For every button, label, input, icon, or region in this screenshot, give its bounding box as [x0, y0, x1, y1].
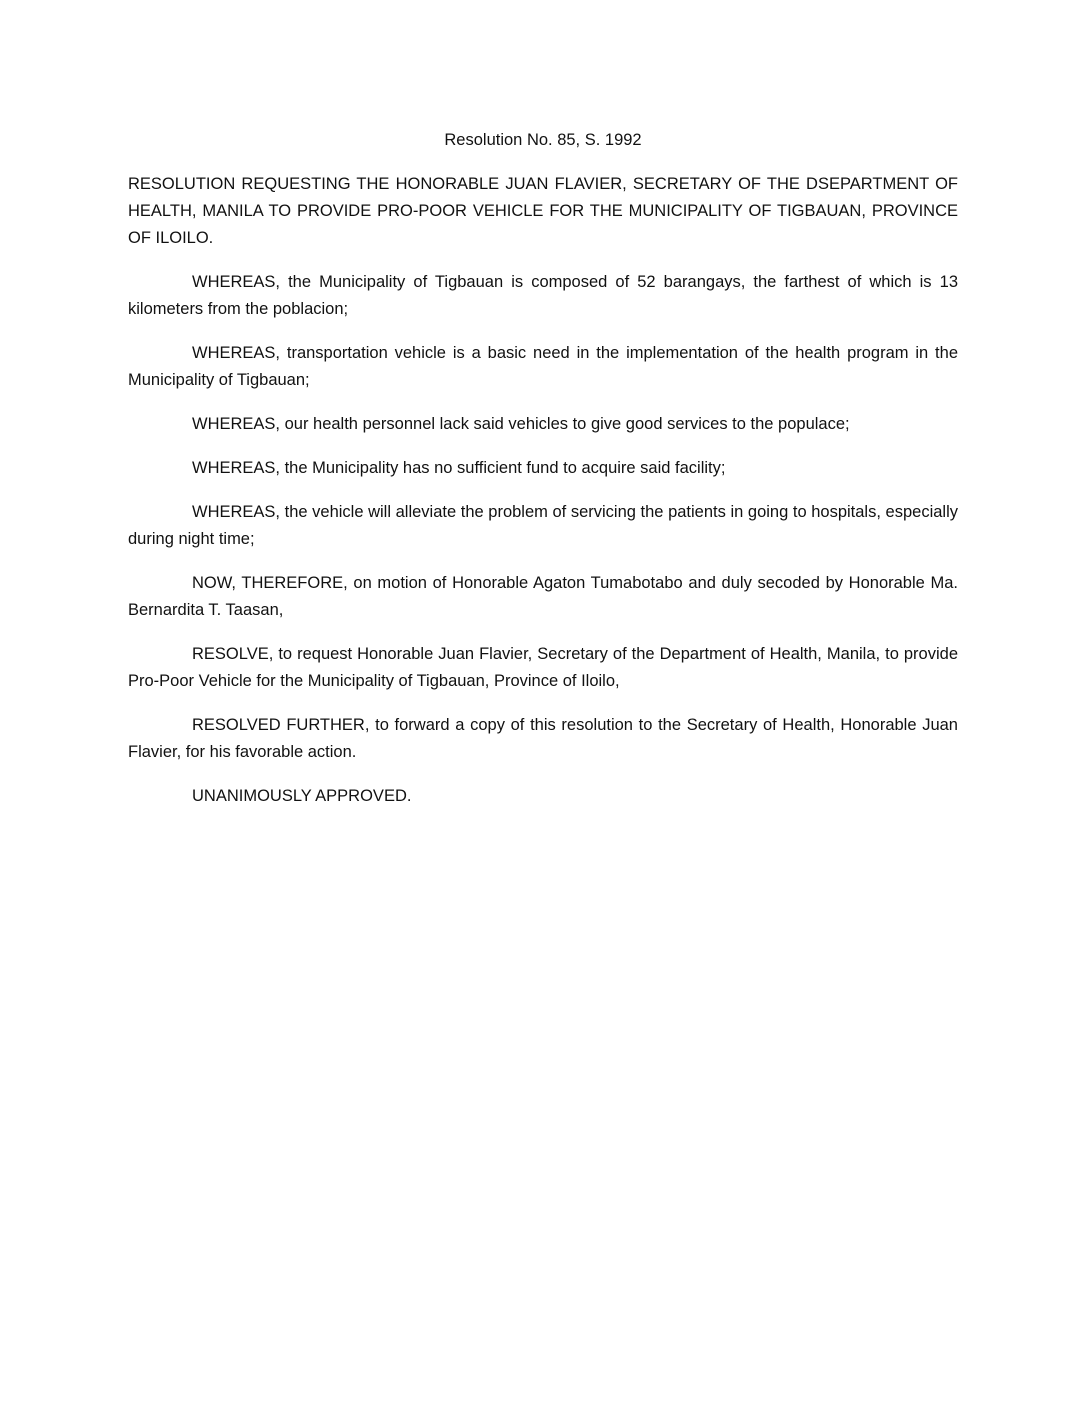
approval-statement: UNANIMOUSLY APPROVED.	[192, 787, 412, 805]
whereas-clause-2: WHEREAS, transportation vehicle is a basic need in the implementation of the health program in the Municipality of Tigbauan;	[128, 344, 958, 389]
whereas-clause-4: WHEREAS, the Municipality has no sufficient fund to acquire said facility;	[192, 459, 726, 477]
whereas-clause-3: WHEREAS, our health personnel lack said vehicles to give good services to the populace;	[192, 415, 850, 433]
document-body	[128, 127, 958, 827]
resolved-further-clause: RESOLVED FURTHER, to forward a copy of this resolution to the Secretary of Health, Honorable Juan Flavier, for his favorable action.	[128, 716, 958, 761]
resolve-clause: RESOLVE, to request Honorable Juan Flavier, Secretary of the Department of Health, Manila, to provide Pro-Poor Vehicle for the Municipality of Tigbauan, Province of Iloilo,	[128, 645, 958, 690]
motion-clause: NOW, THEREFORE, on motion of Honorable Agaton Tumabotabo and duly secoded by Honorable Ma. Bernardita T. Taasan,	[128, 574, 958, 619]
whereas-clause-1: WHEREAS, the Municipality of Tigbauan is composed of 52 barangays, the farthest of which is 13 kilometers from the poblacion;	[128, 273, 958, 318]
resolution-title: Resolution No. 85, S. 1992	[444, 131, 642, 149]
resolution-heading: RESOLUTION REQUESTING THE HONORABLE JUAN FLAVIER, SECRETARY OF THE DSEPARTMENT OF HEALTH, MANILA TO PROVIDE PRO-POOR VEHICLE FOR THE MUNICIPALITY OF TIGBAUAN, PROVINCE OF ILOILO.	[128, 175, 958, 247]
whereas-clause-5: WHEREAS, the vehicle will alleviate the problem of servicing the patients in going to hospitals, especially during night time;	[128, 503, 958, 548]
